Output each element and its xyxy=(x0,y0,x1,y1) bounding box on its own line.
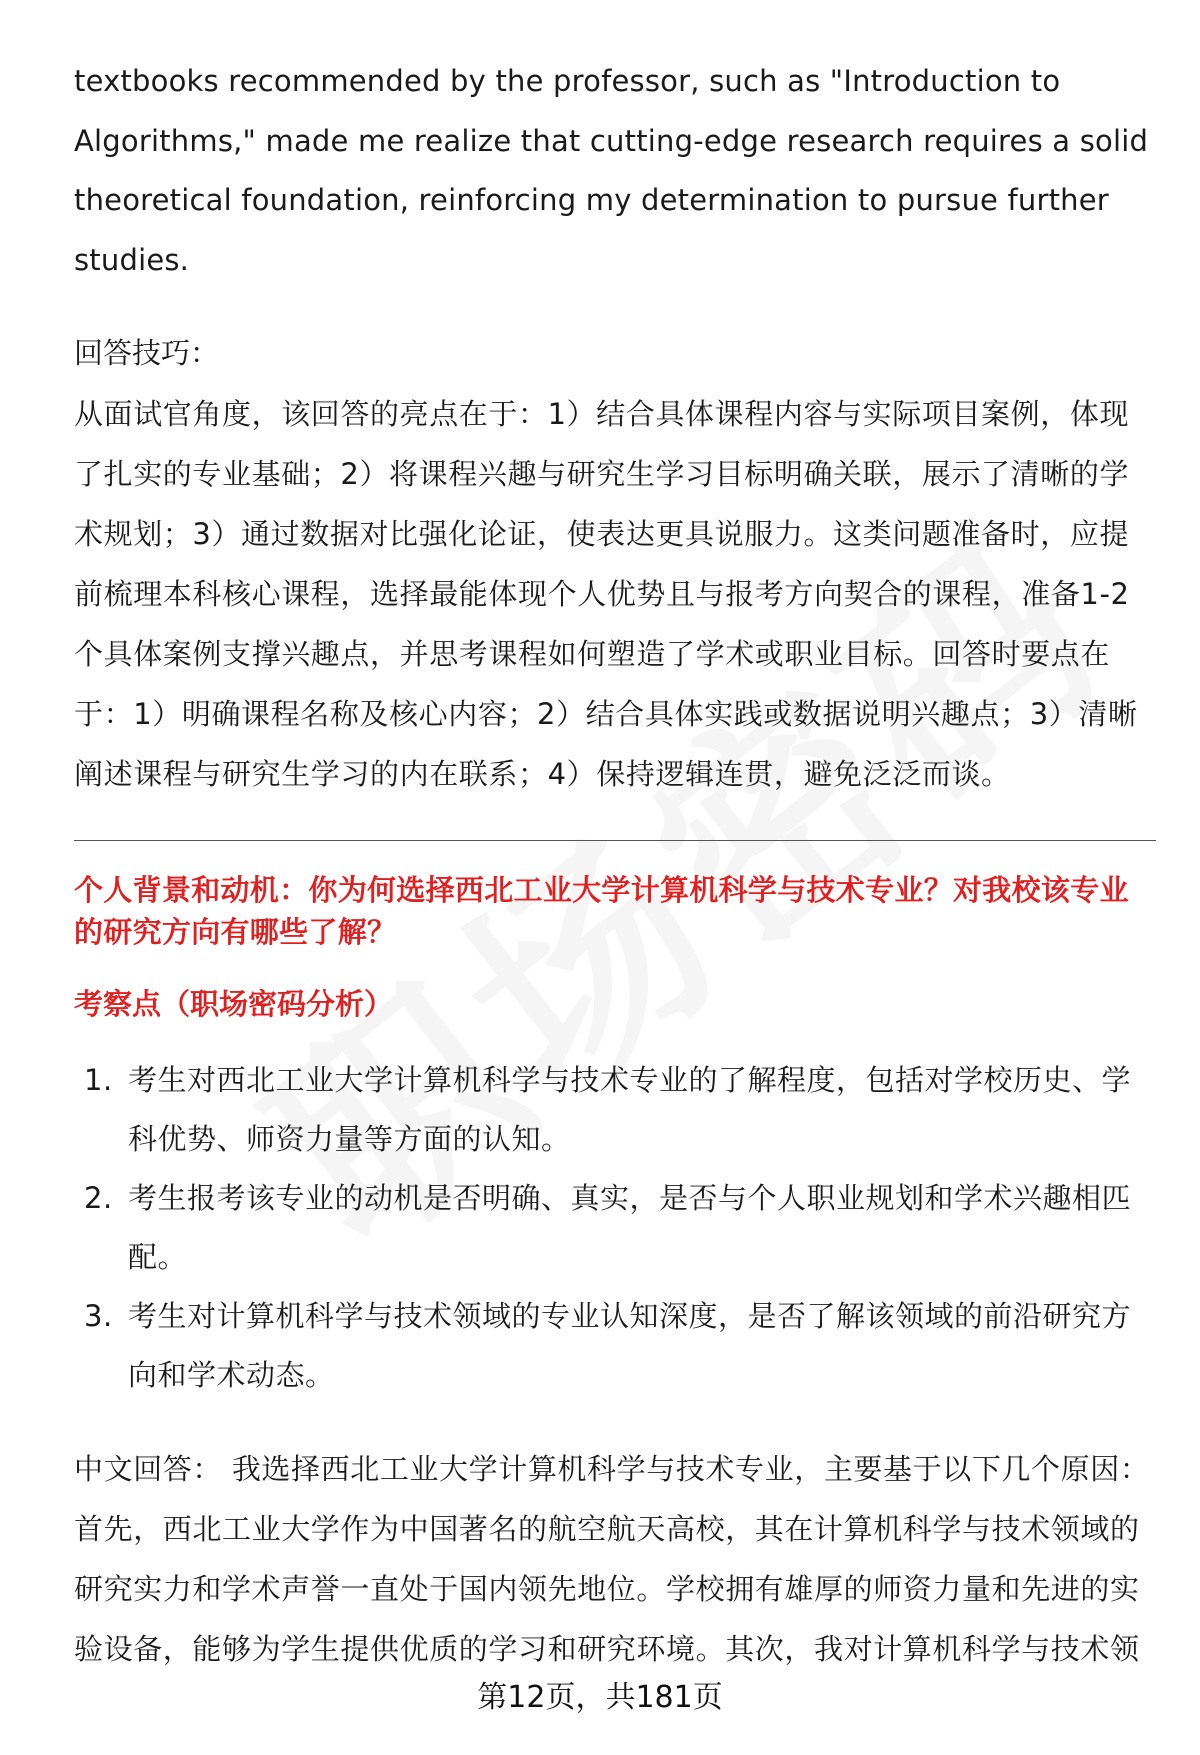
list-number: 1. xyxy=(84,1062,113,1097)
list-text: 考生对计算机科学与技术领域的专业认知深度，是否了解该领域的前沿研究方向和学术动态。 xyxy=(128,1298,1132,1392)
page-content xyxy=(74,52,1156,1679)
list-item xyxy=(74,1287,1156,1405)
intro-paragraph: textbooks recommended by the professor, such as "Introduction to Algorithms," made me realize that cutting-edge research requires a solid theoretical foundation, reinforcing my determination to pursue further studies. xyxy=(74,64,1149,277)
question-heading: 个人背景和动机：你为何选择西北工业大学计算机科学与技术专业？对我校该专业的研究方向有哪些了解？ xyxy=(74,872,1129,949)
list-text: 考生对西北工业大学计算机科学与技术专业的了解程度，包括对学校历史、学科优势、师资力量等方面的认知。 xyxy=(128,1062,1132,1156)
assessment-label: 考察点（职场密码分析） xyxy=(74,986,394,1021)
list-item xyxy=(74,1169,1156,1287)
answer-paragraph: 中文回答： 我选择西北工业大学计算机科学与技术专业，主要基于以下几个原因：首先，西北工业大学作为中国著名的航空航天高校，其在计算机科学与技术领域的研究实力和学术声誉一直处于国内领先地位。学校拥有雄厚的师资力量和先进的实验设备，能够为学生提供优质的学习和研究环境。其次，我对计算机科学与技术领 xyxy=(74,1451,1150,1666)
page-footer: 第12页，共181页 xyxy=(477,1680,723,1715)
list-number: 2. xyxy=(84,1180,113,1215)
tips-body: 从面试官角度，该回答的亮点在于：1）结合具体课程内容与实际项目案例，体现了扎实的专业基础；2）将课程兴趣与研究生学习目标明确关联，展示了清晰的学术规划；3）通过数据对比强化论证，使表达更具说服力。这类问题准备时，应提前梳理本科核心课程，选择最能体现个人优势且与报考方向契合的课程，准备1-2个具体案例支撑兴趣点，并思考课程如何塑造了学术或职业目标。回答时要点在于：1）明确课程名称及核心内容；2）结合具体实践或数据说明兴趣点；3）清晰阐述课程与研究生学习的内在联系；4）保持逻辑连贯，避免泛泛而谈。 xyxy=(74,396,1138,791)
list-number: 3. xyxy=(84,1298,113,1333)
list-text: 考生报考该专业的动机是否明确、真实，是否与个人职业规划和学术兴趣相匹配。 xyxy=(128,1180,1132,1274)
tips-label: 回答技巧： xyxy=(74,336,220,370)
section-divider xyxy=(74,840,1156,841)
list-item xyxy=(74,1051,1156,1169)
assessment-points xyxy=(74,1051,1156,1405)
